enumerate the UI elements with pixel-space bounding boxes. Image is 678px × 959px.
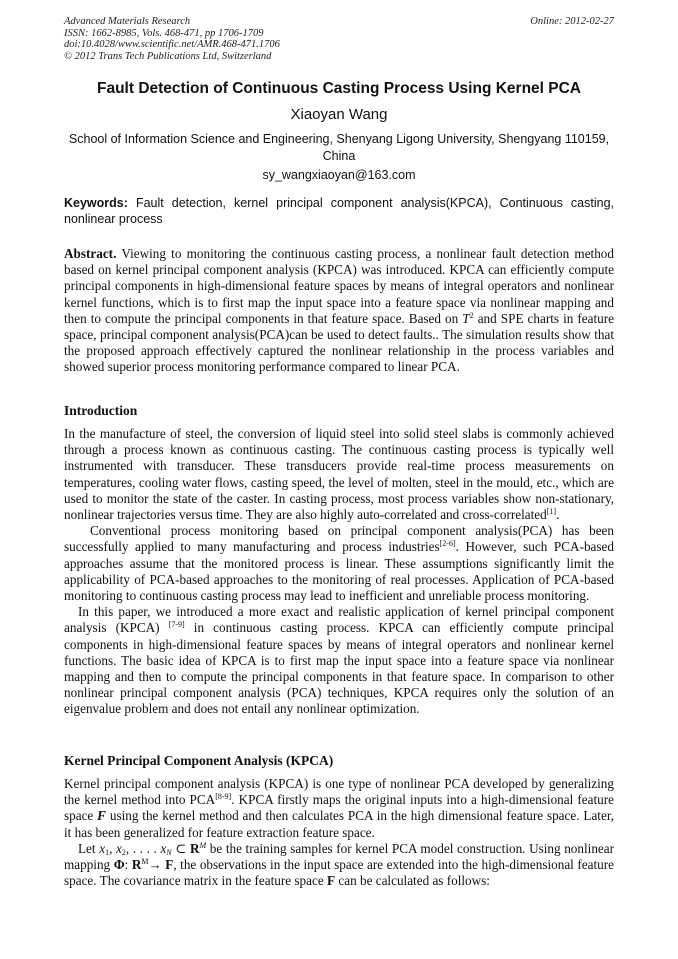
- subset-symbol: ⊂: [171, 840, 190, 856]
- journal-name: Advanced Materials Research: [64, 16, 191, 27]
- citation-1: [1]: [546, 507, 557, 517]
- issn-line: ISSN: 1662-8985, Vols. 468-471, pp 1706-1709: [64, 27, 264, 39]
- abstract: [64, 246, 614, 376]
- paper-title: Fault Detection of Continuous Casting Process Using Kernel PCA: [97, 80, 581, 97]
- kpca-p2-text-b: be the training samples for kernel PCA model construction. Using nonlinear mapping: [64, 840, 615, 873]
- introduction-body: [64, 426, 614, 718]
- kpca-p2-text-c: , the observations in the input space are extended into the high-dimensional feature space. The covariance matrix in the feature space: [64, 857, 614, 889]
- citation-8-9: [8-9]: [215, 792, 232, 802]
- real-space-symbol-2: R: [131, 857, 142, 873]
- copyright-line: © 2012 Trans Tech Publications Ltd, Switzerland: [64, 50, 272, 62]
- keywords: [64, 196, 614, 227]
- x-symbol-2: x: [115, 840, 122, 856]
- intro-p1-end: .: [556, 507, 560, 523]
- intro-paragraph-2: [64, 523, 614, 604]
- kpca-paragraph-1: [64, 776, 614, 841]
- keywords-label: Keywords:: [64, 196, 128, 210]
- citation-2-6: [2-6]: [439, 539, 456, 549]
- kpca-body: [64, 776, 614, 889]
- x-sub-2: 2: [121, 847, 126, 857]
- intro-p3-text-b: in continuous casting process. KPCA can efficiently compute principal components in high-dimensional feature spaces by means of integral operators and nonlinear kernel functions. The basic idea of KPCA is to first map the input space into a feature space via nonlinear mapping and then to compute the principal components in that feature space. In comparison to other nonlinear principal component analysis (PCA) techniques, KPCA requires only the solution of an eigenvalue problem and does not entail any nonlinear optimization.: [64, 620, 614, 717]
- colon: :: [124, 857, 132, 873]
- real-space-symbol: R: [189, 840, 200, 856]
- citation-7-9: [7-9]: [168, 620, 185, 630]
- t-squared-sup: 2: [469, 310, 474, 320]
- keywords-text: Fault detection, kernel principal component analysis(KPCA), Continuous casting, nonlinear process: [64, 196, 614, 226]
- x-sub-n: N: [166, 847, 172, 857]
- affiliation: School of Information Science and Engineering, Shenyang Ligong University, Shengyang 110159, China: [68, 132, 610, 163]
- online-date: Online: 2012-02-27: [530, 16, 614, 27]
- kpca-p1-text-b: . KPCA firstly maps the original inputs into a high-dimensional feature space: [64, 792, 614, 824]
- intro-paragraph-1: [64, 426, 614, 523]
- kpca-p2-text-d: can be calculated as follows:: [335, 873, 490, 889]
- intro-p2-text-b: . However, such PCA-based approaches assume that the monitored process is linear. These assumptions significantly limit the applicability of PCA-based approaches to the monitoring of real processes. Application of PCA-based monitoring to continuous casting process may lead to inefficient and unreliable process monitoring.: [64, 539, 614, 604]
- dimension-sup-m-2: M: [141, 857, 149, 867]
- author-name: Xiaoyan Wang: [290, 106, 388, 123]
- kpca-heading: Kernel Principal Component Analysis (KPCA): [64, 753, 334, 768]
- kpca-p1-text-c: using the kernel method and then calculates PCA in the high dimensional feature space. Later, it has been generalized for feature extraction feature space.: [64, 808, 614, 840]
- x-symbol-1: x: [99, 840, 106, 856]
- abstract-text-2: and SPE charts in feature space, principal component analysis(PCA)can be used to detect faults.. The simulation results show that the proposed approach effectively captured the nonlinear relationship in the process variables and showed superior process monitoring performance compared to linear PCA.: [64, 310, 614, 375]
- feature-space-f: F: [165, 857, 174, 873]
- intro-paragraph-3: [64, 604, 614, 717]
- x-symbol-n: x: [160, 840, 167, 856]
- comma-1: ,: [109, 840, 116, 856]
- t-squared-symbol: T: [462, 310, 470, 326]
- intro-p2-text-a: Conventional process monitoring based on principal component analysis(PCA) has been successfully applied to many manufacturing and process industries: [64, 523, 614, 555]
- ellipsis: . . . .: [132, 840, 161, 856]
- intro-p1-text: In the manufacture of steel, the conversion of liquid steel into solid steel slabs is commonly achieved through a process known as continuous casting. The continuous casting process is typically well instrumented with transducer. These transducers provide real-time process measurements on temperatures, cooling water flows, casting speed, the level of molten, steel in the mould, etc., which are used to monitor the state of the caster. In casting process, most process variables show non-stationary, nonlinear trajectories versus time. They are also highly auto-correlated and cross-correlated: [64, 426, 614, 523]
- introduction-heading: Introduction: [64, 403, 138, 418]
- author-email: sy_wangxiaoyan@163.com: [262, 168, 416, 182]
- comma-2: ,: [125, 840, 133, 856]
- feature-space-f-2: F: [327, 873, 336, 889]
- feature-space-symbol: F: [97, 808, 106, 824]
- doi-line: doi:10.4028/www.scientific.net/AMR.468-471.1706: [64, 39, 280, 50]
- phi-symbol: Φ: [113, 857, 125, 873]
- journal-header: [64, 16, 280, 62]
- intro-p3-text-a: In this paper, we introduced a more exact and realistic application of kernel principal component analysis (KPCA): [64, 604, 614, 636]
- x-sub-1: 1: [105, 847, 110, 857]
- dimension-sup-m: M: [199, 840, 207, 850]
- abstract-label: Abstract.: [64, 246, 117, 261]
- arrow-symbol: →: [148, 857, 166, 873]
- kpca-paragraph-2: [64, 841, 614, 890]
- abstract-text-1: Viewing to monitoring the continuous casting process, a nonlinear fault detection method based on kernel principal component analysis (KPCA) was introduced. KPCA can efficiently compute principal components in high-dimensional feature spaces by means of integral operators and nonlinear kernel functions, which is to first map the input space into a feature space via nonlinear mapping and then to compute the principal components in that feature space. Based on: [64, 246, 614, 326]
- kpca-p2-let: Let: [78, 840, 100, 856]
- kpca-p1-text-a: Kernel principal component analysis (KPCA) is one type of nonlinear PCA developed by generalizing the kernel method into PCA: [64, 776, 614, 808]
